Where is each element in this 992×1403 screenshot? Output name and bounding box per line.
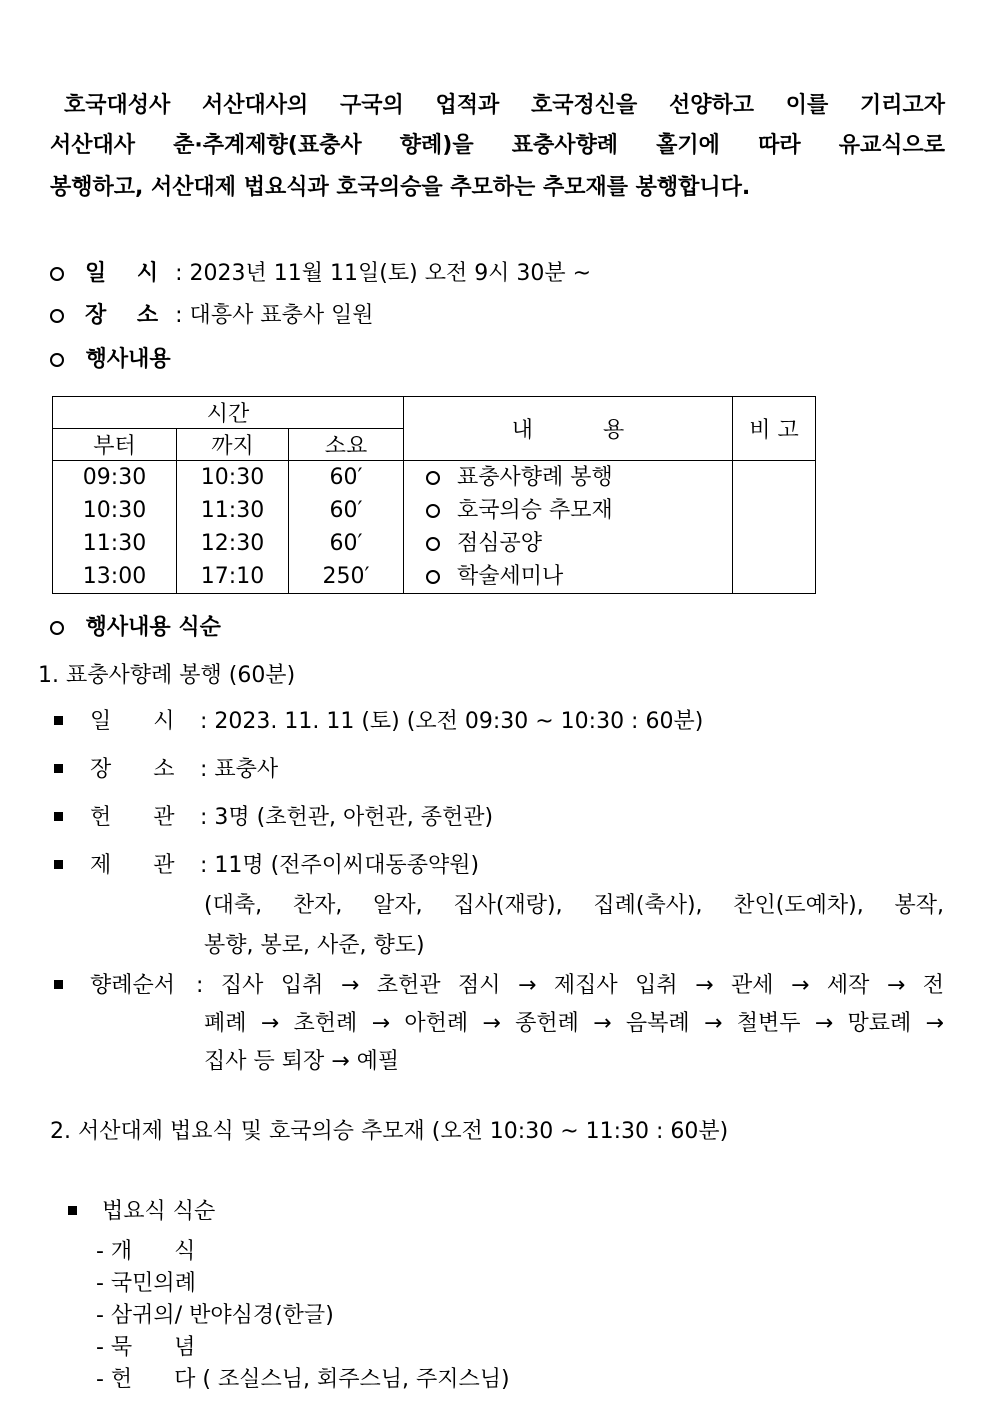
section2-title: 2. 서산대제 법요식 및 호국의승 추모재 (오전 10:30 ~ 11:30 : 60분): [50, 1119, 729, 1144]
section2-subtitle: 법요식 식순: [102, 1199, 216, 1224]
square-bullet-icon: [54, 716, 63, 725]
order-label: 향례순서: [90, 973, 176, 998]
duration-cell: 60′: [329, 465, 363, 490]
item-label: 장 소: [90, 757, 175, 782]
square-bullet-icon: [54, 860, 63, 869]
circle-bullet-icon: [426, 471, 440, 485]
ceremony-item: - 묵 념: [96, 1335, 196, 1360]
header-note: 비 고: [733, 397, 816, 461]
header-to: 까지: [177, 429, 289, 461]
date-label: 일 시: [85, 261, 159, 286]
content-text: 점심공양: [457, 531, 543, 556]
schedule-table: [52, 396, 816, 594]
item-label: 헌 관: [90, 805, 175, 830]
circle-bullet-icon: [426, 504, 440, 518]
content-cell: [404, 560, 732, 593]
note-cell: [733, 461, 816, 594]
intro-line-3: 봉행하고, 서산대제 법요식과 호국의승을 추모하는 추모재를 봉행합니다.: [50, 175, 751, 200]
ceremony-item: - 국민의례: [96, 1271, 196, 1296]
content-cell: [404, 527, 732, 560]
duration-cell: 60′: [329, 498, 363, 523]
program-heading: [50, 342, 171, 373]
order-line-1: : 집사 입취 → 초헌관 점시 → 제집사 입취 → 관세 → 세작 → 전: [196, 973, 944, 998]
duration-column: [289, 461, 404, 594]
order-line-3: 집사 등 퇴장 → 예필: [204, 1049, 400, 1074]
ceremony-item: - 개 식: [96, 1239, 196, 1264]
section1-order: [54, 968, 200, 999]
item-label: 일 시: [90, 709, 175, 734]
info-place: [50, 298, 374, 329]
content-text: 학술세미나: [457, 564, 564, 589]
duration-cell: 250′: [322, 564, 370, 589]
section1-item-jegwan: [54, 848, 479, 879]
section1-item-date: [54, 704, 703, 735]
section1-item-place: [54, 752, 278, 783]
section1-title: 1. 표충사향례 봉행 (60분): [38, 663, 296, 688]
circle-bullet-icon: [426, 537, 440, 551]
order-line-2: 폐례 → 초헌례 → 아헌례 → 종헌례 → 음복례 → 철변두 → 망료례 →: [204, 1011, 944, 1036]
jegwan-continuation-2: 봉향, 봉로, 사준, 향도): [204, 933, 425, 958]
circle-bullet-icon: [50, 267, 64, 281]
item-value: : 11명 (전주이씨대동종약원): [200, 853, 480, 878]
info-date: [50, 256, 591, 287]
from-cell: 10:30: [82, 498, 147, 523]
section1-item-heongwan: [54, 800, 493, 831]
to-cell: 12:30: [200, 531, 265, 556]
place-label: 장 소: [85, 303, 159, 328]
square-bullet-icon: [68, 1206, 77, 1215]
jegwan-continuation-1: (대축, 찬자, 알자, 집사(재랑), 집례(축사), 찬인(도예차), 봉작,: [204, 893, 944, 918]
order-title: 행사내용 식순: [85, 615, 221, 640]
item-value: : 표충사: [200, 757, 279, 782]
content-column: [404, 461, 733, 594]
item-value: : 3명 (초헌관, 아헌관, 종헌관): [200, 805, 494, 830]
item-value: : 2023. 11. 11 (토) (오전 09:30 ~ 10:30 : 60분): [200, 709, 704, 734]
place-value: : 대흥사 표충사 일원: [175, 303, 374, 328]
from-cell: 11:30: [82, 531, 147, 556]
from-cell: 09:30: [82, 465, 147, 490]
square-bullet-icon: [54, 812, 63, 821]
to-column: [177, 461, 289, 594]
section2-subheading: [68, 1194, 215, 1225]
content-cell: [404, 494, 732, 527]
from-cell: 13:00: [82, 564, 147, 589]
header-duration: 소요: [289, 429, 404, 461]
square-bullet-icon: [54, 980, 63, 989]
date-value: : 2023년 11월 11일(토) 오전 9시 30분 ~: [175, 261, 592, 286]
program-title: 행사내용: [85, 347, 171, 372]
header-content: 내 용: [404, 397, 733, 461]
ceremony-item: - 삼귀의/ 반야심경(한글): [96, 1303, 334, 1328]
circle-bullet-icon: [426, 570, 440, 584]
content-cell: [404, 461, 732, 494]
from-column: [53, 461, 177, 594]
ceremony-item: - 헌 다 ( 조실스님, 회주스님, 주지스님): [96, 1367, 510, 1392]
to-cell: 17:10: [200, 564, 265, 589]
circle-bullet-icon: [50, 309, 64, 323]
content-text: 호국의승 추모재: [457, 498, 613, 523]
to-cell: 10:30: [200, 465, 265, 490]
content-text: 표충사향례 봉행: [457, 465, 613, 490]
header-time: 시간: [53, 397, 404, 429]
circle-bullet-icon: [50, 621, 64, 635]
order-heading: [50, 610, 221, 641]
intro-line-1: 호국대성사 서산대사의 구국의 업적과 호국정신을 선양하고 이를 기리고자: [64, 93, 945, 118]
header-from: 부터: [53, 429, 177, 461]
circle-bullet-icon: [50, 353, 64, 367]
item-label: 제 관: [90, 853, 175, 878]
to-cell: 11:30: [200, 498, 265, 523]
duration-cell: 60′: [329, 531, 363, 556]
intro-line-2: 서산대사 춘·추계제향(표충사 향례)을 표충사향례 홀기에 따라 유교식으로: [50, 133, 945, 158]
square-bullet-icon: [54, 764, 63, 773]
